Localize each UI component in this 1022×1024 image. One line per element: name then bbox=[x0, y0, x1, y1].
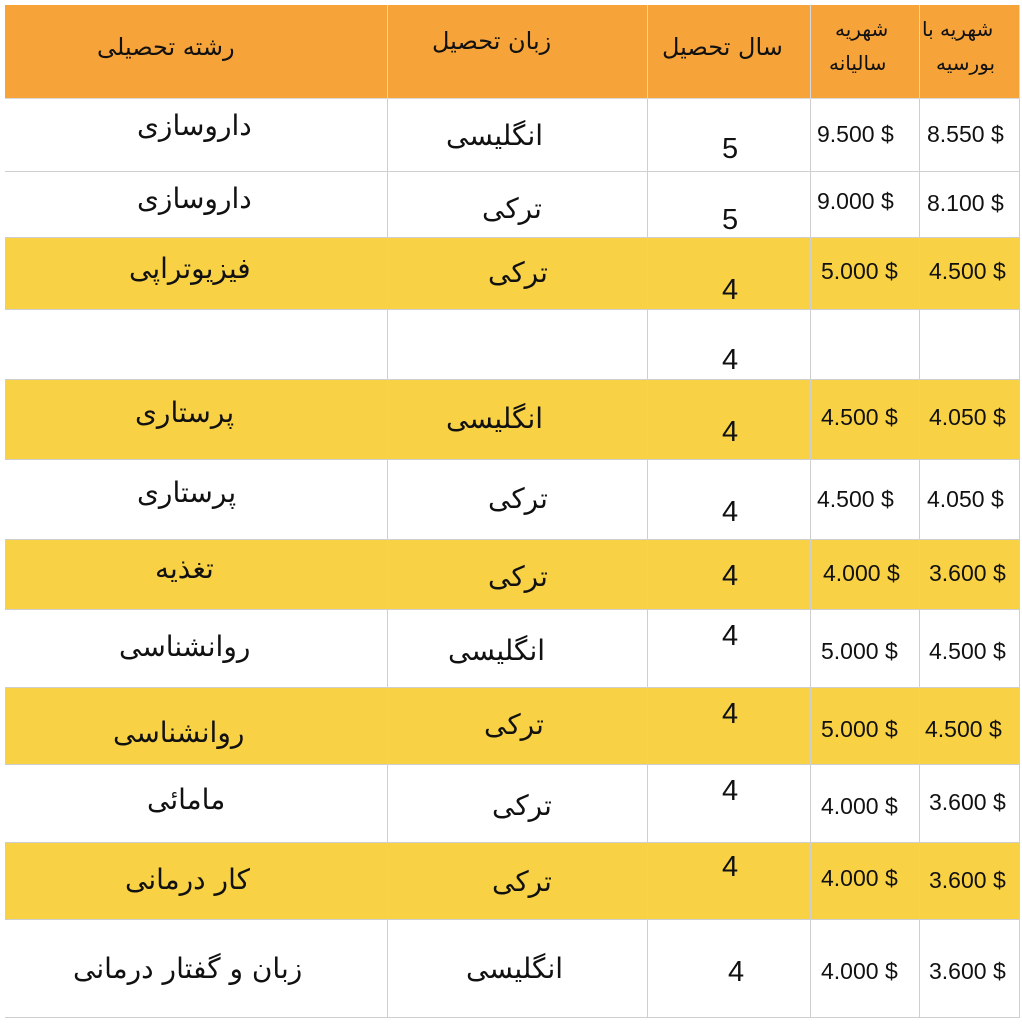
cell-years: 4 bbox=[722, 416, 739, 448]
cell-scholarship-fee: 4.050 $ bbox=[929, 404, 1006, 430]
cell-language: ترکی bbox=[484, 708, 544, 741]
cell-years: 4 bbox=[722, 274, 739, 306]
table-row bbox=[5, 765, 1020, 843]
cell-major: روانشناسی bbox=[113, 716, 245, 749]
cell-language: ترکی bbox=[488, 560, 548, 593]
cell-scholarship-fee: 8.100 $ bbox=[927, 190, 1004, 216]
cell-years: 4 bbox=[722, 620, 739, 652]
cell-annual-fee: 4.500 $ bbox=[821, 404, 898, 430]
header-language-label: زبان تحصیل bbox=[432, 27, 552, 55]
header-row bbox=[5, 5, 1020, 99]
cell-language: انگلیسی bbox=[466, 952, 564, 985]
cell-annual-fee: 5.000 $ bbox=[821, 638, 898, 664]
table-row bbox=[5, 920, 1020, 1018]
cell-major: پرستاری bbox=[135, 396, 235, 429]
header-years bbox=[648, 5, 811, 99]
table-row bbox=[5, 172, 1020, 238]
table-row bbox=[5, 610, 1020, 688]
cell-major: زبان و گفتار درمانی bbox=[73, 952, 303, 985]
table-row bbox=[5, 460, 1020, 540]
header-major-label: رشته تحصیلی bbox=[97, 33, 235, 61]
header-language bbox=[388, 5, 648, 99]
table-row bbox=[5, 688, 1020, 765]
header-annual-fee-line1: شهریه bbox=[835, 17, 889, 41]
cell-major: پرستاری bbox=[137, 476, 237, 509]
table-row bbox=[5, 310, 1020, 380]
table-row bbox=[5, 238, 1020, 310]
header-annual-fee bbox=[811, 5, 920, 99]
cell-annual-fee: 9.000 $ bbox=[817, 188, 894, 214]
cell-years: 4 bbox=[728, 956, 745, 988]
header-major bbox=[5, 5, 388, 99]
cell-scholarship-fee: 4.050 $ bbox=[927, 486, 1004, 512]
cell-language: ترکی bbox=[482, 192, 542, 225]
table-row bbox=[5, 99, 1020, 172]
table-row bbox=[5, 380, 1020, 460]
cell-scholarship-fee: 4.500 $ bbox=[925, 716, 1002, 742]
cell-annual-fee: 5.000 $ bbox=[821, 258, 898, 284]
cell-years: 4 bbox=[722, 698, 739, 730]
cell-major: فیزیوتراپی bbox=[129, 252, 251, 285]
cell-scholarship-fee: 3.600 $ bbox=[929, 789, 1006, 815]
cell-language: انگلیسی bbox=[446, 402, 544, 435]
cell-scholarship-fee: 3.600 $ bbox=[929, 867, 1006, 893]
cell-years: 4 bbox=[722, 560, 739, 592]
cell-years: 4 bbox=[722, 851, 739, 883]
cell-annual-fee: 4.000 $ bbox=[821, 793, 898, 819]
cell-language: انگلیسی bbox=[448, 634, 546, 667]
cell-years: 4 bbox=[722, 496, 739, 528]
cell-scholarship-fee: 8.550 $ bbox=[927, 121, 1004, 147]
cell-years: 4 bbox=[722, 344, 739, 376]
table-row bbox=[5, 540, 1020, 610]
cell-language: ترکی bbox=[492, 865, 552, 898]
header-scholarship-fee-line2: بورسیه bbox=[936, 51, 996, 75]
cell-major: روانشناسی bbox=[119, 630, 251, 663]
table-row bbox=[5, 843, 1020, 920]
header-years-label: سال تحصیل bbox=[662, 33, 783, 61]
cell-annual-fee: 4.500 $ bbox=[817, 486, 894, 512]
cell-major: مامائی bbox=[147, 783, 226, 816]
cell-scholarship-fee: 3.600 $ bbox=[929, 560, 1006, 586]
cell-scholarship-fee: 3.600 $ bbox=[929, 958, 1006, 984]
cell-language: انگلیسی bbox=[446, 119, 544, 152]
cell-annual-fee: 4.000 $ bbox=[821, 865, 898, 891]
cell-language: ترکی bbox=[488, 256, 548, 289]
cell-language: ترکی bbox=[488, 482, 548, 515]
cell-scholarship-fee: 4.500 $ bbox=[929, 638, 1006, 664]
cell-major: تغذیه bbox=[155, 552, 214, 585]
cell-major: کار درمانی bbox=[125, 863, 250, 896]
cell-years: 4 bbox=[722, 775, 739, 807]
header-scholarship-fee-line1: شهریه با bbox=[922, 17, 994, 41]
cell-years: 5 bbox=[722, 133, 739, 165]
cell-major: داروسازی bbox=[137, 182, 252, 215]
header-annual-fee-line2: سالیانه bbox=[829, 51, 887, 75]
cell-annual-fee: 9.500 $ bbox=[817, 121, 894, 147]
header-scholarship-fee bbox=[920, 5, 1020, 99]
cell-language: ترکی bbox=[492, 789, 552, 822]
cell-annual-fee: 4.000 $ bbox=[823, 560, 900, 586]
cell-annual-fee: 4.000 $ bbox=[821, 958, 898, 984]
cell-years: 5 bbox=[722, 204, 739, 236]
cell-major: داروسازی bbox=[137, 109, 252, 142]
cell-scholarship-fee: 4.500 $ bbox=[929, 258, 1006, 284]
cell-annual-fee: 5.000 $ bbox=[821, 716, 898, 742]
